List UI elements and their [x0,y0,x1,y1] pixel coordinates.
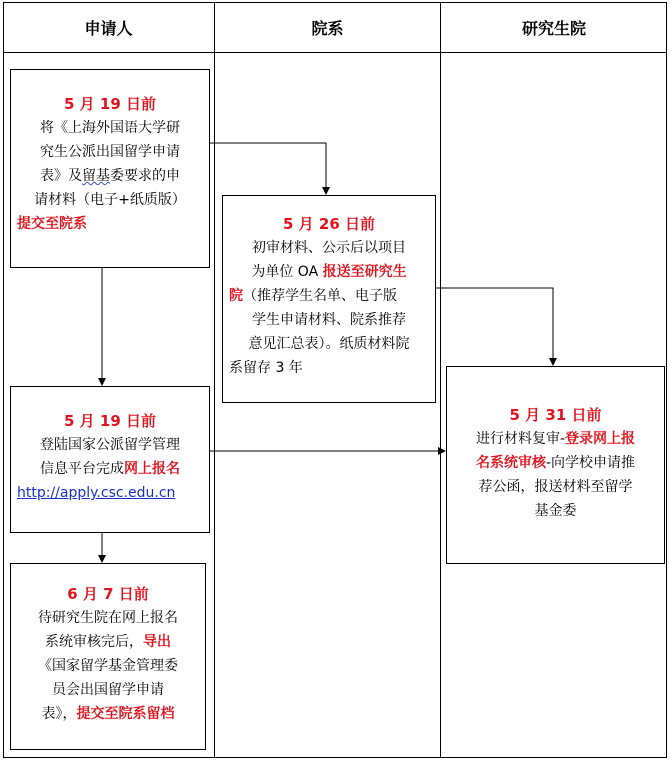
step2-line4: 学生申请材料、院系推荐 [252,312,406,328]
step2-line5: 意见汇总表）。纸质材料院 [248,336,410,352]
step1-line1: 将《上海外国语大学研 [40,120,180,136]
step5-deadline: 6 月 7 日前 [67,585,149,603]
spellcheck-underline: 留基 [82,168,110,184]
step4-line2: 名系统审核-向学校申请推 [475,455,636,471]
step5-line5: 表》，提交至院系留档 [41,706,175,722]
step5-line2: 系统审核完后，导出 [45,634,171,650]
step5-line1: 待研究生院在网上报名 [38,610,178,626]
step4-line3: 荐公函，报送材料至留学 [478,479,633,495]
arrow-step2-to-step4 [436,288,553,365]
step3-deadline: 5 月 19 日前 [64,412,156,430]
column-header-department: 院系 [311,18,344,38]
step1-line4: 请材料（电子+纸质版） [34,192,186,208]
step4-deadline: 5 月 31 日前 [509,406,602,424]
step2-line3: 院（推荐学生名单、电子版 [229,288,397,304]
step2-line2: 为单位 OA 报送至研究生 [251,264,407,280]
step4-line4: 基金委 [534,503,577,519]
step3-line1: 登陆国家公派留学管理 [40,437,180,453]
step3-line2: 信息平台完成网上报名 [40,461,180,477]
step1-line3: 表》及留基委要求的申 [40,168,180,184]
step1-line2: 究生公派出国留学申请 [40,144,180,160]
step5-line3: 《国家留学基金管理委 [38,658,178,674]
arrow-step1-to-step2 [210,143,326,194]
step2-line1: 初审材料、公示后以项目 [252,240,406,256]
column-header-graduate-school: 研究生院 [521,18,586,38]
step4-line1: 进行材料复审-登录网上报 [475,431,636,447]
step2-line6: 系留存 3 年 [229,360,303,376]
application-site-link[interactable]: http://apply.csc.edu.cn [17,485,176,501]
column-header-applicant: 申请人 [84,18,133,38]
step1-deadline: 5 月 19 日前 [64,95,156,113]
step5-line4: 员会出国留学申请 [52,682,164,698]
step2-deadline: 5 月 26 日前 [283,215,375,233]
step1-action: 提交至院系 [17,216,87,232]
